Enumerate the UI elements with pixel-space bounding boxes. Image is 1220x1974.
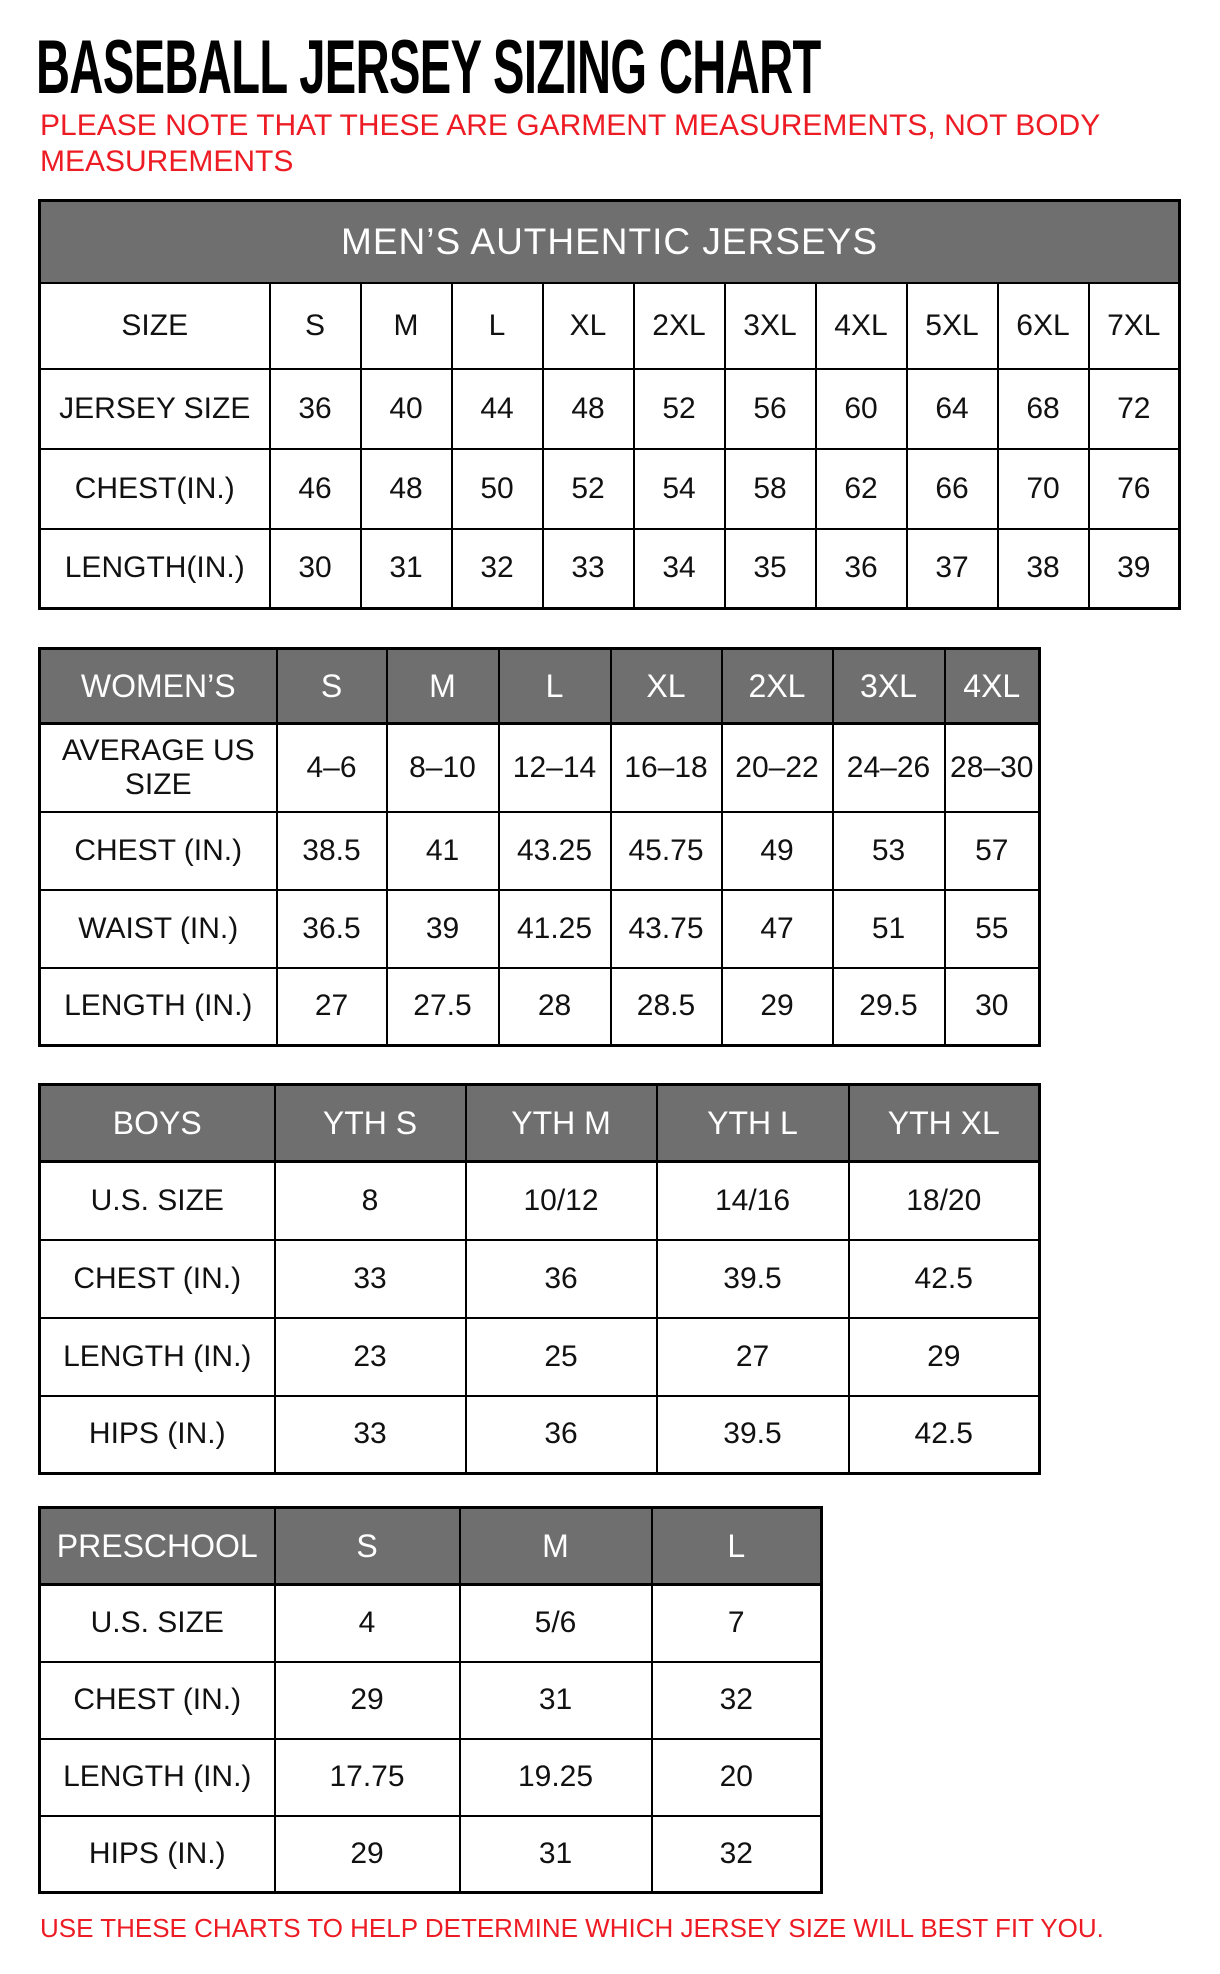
value-cell: 47	[722, 890, 833, 968]
value-cell: 17.75	[275, 1739, 460, 1816]
value-cell: 39.5	[657, 1396, 849, 1474]
value-cell: 28–30	[945, 724, 1040, 812]
value-cell: 38.5	[277, 812, 387, 890]
value-cell: 29	[275, 1662, 460, 1739]
value-cell: 60	[816, 369, 907, 449]
mens-banner: MEN’S AUTHENTIC JERSEYS	[40, 201, 1180, 283]
value-cell: 41	[387, 812, 499, 890]
column-header-row	[40, 1085, 1040, 1162]
value-cell: 31	[460, 1816, 652, 1893]
row-label-cell: CHEST (IN.)	[40, 1662, 275, 1739]
value-cell: 33	[275, 1240, 466, 1318]
value-cell: 29	[275, 1816, 460, 1893]
value-cell: 43.25	[499, 812, 611, 890]
value-cell: 40	[361, 369, 452, 449]
value-cell: 29	[849, 1318, 1040, 1396]
table-row	[40, 1162, 1040, 1240]
value-cell: 43.75	[611, 890, 722, 968]
value-cell: 16–18	[611, 724, 722, 812]
value-cell: 27	[657, 1318, 849, 1396]
value-cell: 39.5	[657, 1240, 849, 1318]
value-cell: 20	[652, 1739, 822, 1816]
page-title: BASEBALL JERSEY SIZING CHART	[36, 25, 821, 110]
preschool-header-label: PRESCHOOL	[40, 1508, 275, 1585]
value-cell: 31	[460, 1662, 652, 1739]
table-row	[40, 1396, 1040, 1474]
value-cell: 51	[833, 890, 945, 968]
table-row	[40, 529, 1180, 609]
value-cell: 34	[634, 529, 725, 609]
womens-header-label: WOMEN’S	[40, 649, 277, 724]
value-cell: 53	[833, 812, 945, 890]
value-cell: 27	[277, 968, 387, 1046]
value-cell: 39	[1089, 529, 1180, 609]
value-cell: 33	[543, 529, 634, 609]
table-row	[40, 968, 1040, 1046]
value-cell: 56	[725, 369, 816, 449]
column-header-cell: YTH XL	[849, 1085, 1040, 1162]
value-cell: 48	[361, 449, 452, 529]
value-cell: 76	[1089, 449, 1180, 529]
value-cell: 19.25	[460, 1739, 652, 1816]
value-cell: 18/20	[849, 1162, 1040, 1240]
boys-header-label: BOYS	[40, 1085, 275, 1162]
column-header-cell: L	[652, 1508, 822, 1585]
value-cell: 36	[466, 1396, 657, 1474]
table-row	[40, 369, 1180, 449]
fit-guidance-note: USE THESE CHARTS TO HELP DETERMINE WHICH JERSEY SIZE WILL BEST FIT YOU.	[40, 1913, 1104, 1943]
column-header-cell: S	[275, 1508, 460, 1585]
column-header-row	[40, 1508, 822, 1585]
value-cell: 14/16	[657, 1162, 849, 1240]
row-label-cell: LENGTH (IN.)	[40, 1739, 275, 1816]
value-cell: 42.5	[849, 1396, 1040, 1474]
value-cell: 32	[652, 1816, 822, 1893]
value-cell: 12–14	[499, 724, 611, 812]
column-header-cell: 3XL	[725, 283, 816, 369]
value-cell: 27.5	[387, 968, 499, 1046]
value-cell: 5/6	[460, 1585, 652, 1662]
value-cell: 58	[725, 449, 816, 529]
value-cell: 30	[945, 968, 1040, 1046]
column-header-cell: YTH M	[466, 1085, 657, 1162]
value-cell: 20–22	[722, 724, 833, 812]
row-label-cell: HIPS (IN.)	[40, 1816, 275, 1893]
value-cell: 29	[722, 968, 833, 1046]
value-cell: 64	[907, 369, 998, 449]
table-row	[40, 1662, 822, 1739]
value-cell: 25	[466, 1318, 657, 1396]
column-header-row	[40, 649, 1040, 724]
column-header-cell: 4XL	[816, 283, 907, 369]
value-cell: 31	[361, 529, 452, 609]
table-row	[40, 812, 1040, 890]
value-cell: 4–6	[277, 724, 387, 812]
table-banner-row	[40, 201, 1180, 283]
value-cell: 32	[652, 1662, 822, 1739]
value-cell: 23	[275, 1318, 466, 1396]
value-cell: 24–26	[833, 724, 945, 812]
value-cell: 4	[275, 1585, 460, 1662]
value-cell: 39	[387, 890, 499, 968]
column-header-cell: S	[277, 649, 387, 724]
row-label-cell: CHEST (IN.)	[40, 1240, 275, 1318]
boys-sizing-table	[38, 1083, 1041, 1475]
row-label-cell: U.S. SIZE	[40, 1162, 275, 1240]
column-header-cell: 7XL	[1089, 283, 1180, 369]
value-cell: 10/12	[466, 1162, 657, 1240]
value-cell: 36	[270, 369, 361, 449]
value-cell: 72	[1089, 369, 1180, 449]
value-cell: 30	[270, 529, 361, 609]
column-header-cell: 4XL	[945, 649, 1040, 724]
column-header-cell: S	[270, 283, 361, 369]
column-header-cell: M	[460, 1508, 652, 1585]
value-cell: 36.5	[277, 890, 387, 968]
row-label-cell: LENGTH(IN.)	[40, 529, 270, 609]
value-cell: 33	[275, 1396, 466, 1474]
value-cell: 7	[652, 1585, 822, 1662]
table-row	[40, 1585, 822, 1662]
table-row	[40, 1240, 1040, 1318]
row-label-cell: WAIST (IN.)	[40, 890, 277, 968]
value-cell: 35	[725, 529, 816, 609]
value-cell: 28.5	[611, 968, 722, 1046]
value-cell: 55	[945, 890, 1040, 968]
value-cell: 32	[452, 529, 543, 609]
value-cell: 45.75	[611, 812, 722, 890]
table-row	[40, 1739, 822, 1816]
column-header-cell: XL	[611, 649, 722, 724]
table-row	[40, 890, 1040, 968]
column-header-cell: 5XL	[907, 283, 998, 369]
value-cell: 70	[998, 449, 1089, 529]
value-cell: 44	[452, 369, 543, 449]
value-cell: 52	[543, 449, 634, 529]
row-label-cell: U.S. SIZE	[40, 1585, 275, 1662]
value-cell: 41.25	[499, 890, 611, 968]
column-header-cell: L	[452, 283, 543, 369]
value-cell: 62	[816, 449, 907, 529]
row-label-cell: LENGTH (IN.)	[40, 968, 277, 1046]
womens-sizing-table	[38, 647, 1041, 1047]
value-cell: 68	[998, 369, 1089, 449]
value-cell: 50	[452, 449, 543, 529]
column-header-cell: YTH S	[275, 1085, 466, 1162]
row-label-cell: CHEST (IN.)	[40, 812, 277, 890]
column-header-cell: 3XL	[833, 649, 945, 724]
value-cell: 48	[543, 369, 634, 449]
column-header-cell: 2XL	[722, 649, 833, 724]
garment-measurements-note: PLEASE NOTE THAT THESE ARE GARMENT MEASUREMENTS, NOT BODY MEASUREMENTS	[40, 109, 1100, 178]
row-label-cell: AVERAGE US SIZE	[40, 724, 277, 812]
row-label-cell: CHEST(IN.)	[40, 449, 270, 529]
column-header-cell: 6XL	[998, 283, 1089, 369]
mens-authentic-jerseys-table	[38, 199, 1181, 610]
row-label-cell: JERSEY SIZE	[40, 369, 270, 449]
value-cell: 38	[998, 529, 1089, 609]
preschool-sizing-table	[38, 1506, 823, 1894]
column-header-row	[40, 283, 1180, 369]
value-cell: 52	[634, 369, 725, 449]
value-cell: 54	[634, 449, 725, 529]
column-header-cell: 2XL	[634, 283, 725, 369]
value-cell: 42.5	[849, 1240, 1040, 1318]
value-cell: 66	[907, 449, 998, 529]
table-row	[40, 1318, 1040, 1396]
value-cell: 36	[466, 1240, 657, 1318]
value-cell: 36	[816, 529, 907, 609]
column-header-cell: M	[387, 649, 499, 724]
table-row	[40, 449, 1180, 529]
value-cell: 37	[907, 529, 998, 609]
value-cell: 49	[722, 812, 833, 890]
row-label-cell: HIPS (IN.)	[40, 1396, 275, 1474]
value-cell: 28	[499, 968, 611, 1046]
column-header-cell: XL	[543, 283, 634, 369]
value-cell: 8–10	[387, 724, 499, 812]
mens-header-label: SIZE	[40, 283, 270, 369]
table-row	[40, 724, 1040, 812]
column-header-cell: M	[361, 283, 452, 369]
value-cell: 57	[945, 812, 1040, 890]
table-row	[40, 1816, 822, 1893]
value-cell: 8	[275, 1162, 466, 1240]
column-header-cell: YTH L	[657, 1085, 849, 1162]
column-header-cell: L	[499, 649, 611, 724]
value-cell: 29.5	[833, 968, 945, 1046]
value-cell: 46	[270, 449, 361, 529]
row-label-cell: LENGTH (IN.)	[40, 1318, 275, 1396]
